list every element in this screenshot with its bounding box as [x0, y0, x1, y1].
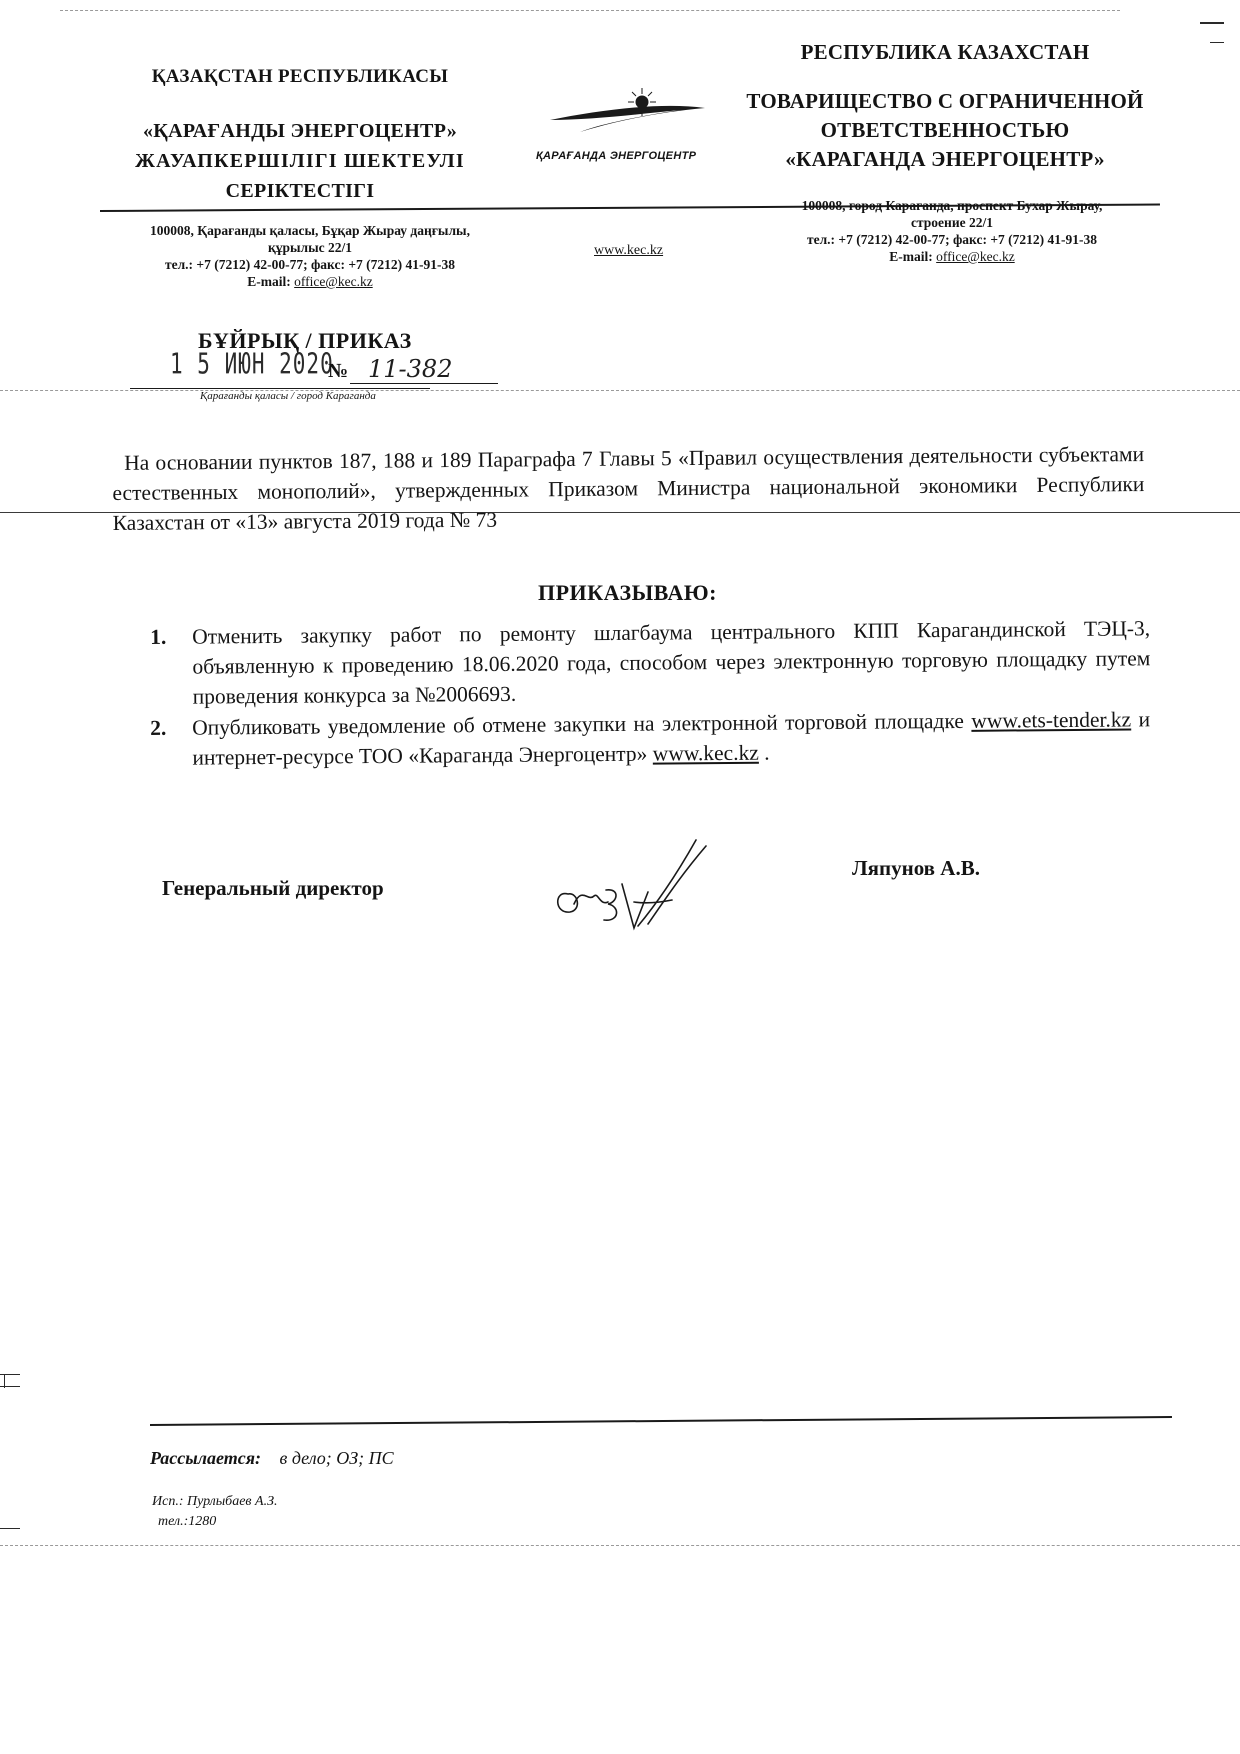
scan-edge-mark: [0, 1528, 20, 1529]
order-item-1-text: Отменить закупку работ по ремонту шлагбаума центрального КПП Карагандинской ТЭЦ-3, объявленную к проведению 18.06.2020 года, способом через электронную торговую площадку путем проведения конкурса за №2006693.: [192, 616, 1151, 709]
scan-artifact-line: [0, 390, 1240, 391]
footer-distribution: [150, 1448, 394, 1469]
logo-text: ҚАРАҒАНДА ЭНЕРГОЦЕНТР: [536, 150, 697, 162]
header-left-email-row: [110, 273, 510, 290]
header-right-org-line2: ОТВЕТСТВЕННОСТЬЮ: [820, 118, 1070, 142]
handwritten-signature: [548, 832, 718, 932]
scan-edge-mark: [0, 1374, 20, 1375]
header-left-org-line2: ЖАУАПКЕРШІЛІГІ ШЕКТЕУЛІ: [135, 150, 465, 172]
header-right-country: РЕСПУБЛИКА КАЗАХСТАН: [800, 40, 1090, 64]
scan-artifact-line: [0, 1545, 1240, 1546]
header-left-address-line1: 100008, Қарағанды қаласы, Бұқар Жырау даңғылы,: [150, 223, 470, 238]
header-left-org-line3: СЕРІКТЕСТІГІ: [225, 180, 375, 202]
ets-tender-link[interactable]: www.ets-tender.kz: [971, 707, 1132, 733]
kec-website-link[interactable]: www.kec.kz: [652, 740, 759, 766]
header-left-address: [110, 222, 510, 290]
order-item-2: [150, 704, 1150, 773]
order-item-2-text-middle: и интернет-ресурсе ТОО «Караганда Энергоцентр»: [192, 707, 1151, 770]
header-left-org-line1: «ҚАРАҒАНДЫ ЭНЕРГОЦЕНТР»: [142, 120, 458, 142]
footer-divider: [150, 1416, 1172, 1426]
signature-position: Генеральный директор: [162, 876, 384, 900]
order-number-underline: [350, 383, 498, 384]
header-right-address-line2: строение 22/1: [911, 215, 993, 230]
order-number-handwritten: 11-382: [368, 355, 453, 383]
header-left-address-line2: құрылыс 22/1: [267, 240, 353, 255]
header-right: [735, 38, 1155, 174]
header-left-email-link[interactable]: office@kec.kz: [294, 274, 373, 289]
header-right-org-line3: «КАРАГАНДА ЭНЕРГОЦЕНТР»: [785, 147, 1105, 171]
header-right-address-line1: 100008, город Караганда, проспект Бухар Жырау,: [801, 198, 1103, 213]
company-logo: [536, 80, 720, 170]
scan-edge-mark: [1200, 22, 1224, 24]
order-date-stamp: 1 5 ИЮН 2020: [170, 348, 334, 381]
header-right-email-label: E-mail:: [889, 249, 933, 264]
order-item-2-text-start: Опубликовать уведомление об отмене закупки на электронной торговой площадке: [192, 708, 965, 740]
header-right-address-line3: тел.: +7 (7212) 42-00-77; факс: +7 (7212) 41-91-38: [806, 232, 1098, 247]
scan-edge-mark: [4, 1374, 5, 1388]
order-preamble: На основании пунктов 187, 188 и 189 Параграфа 7 Главы 5 «Правил осуществления деятельности субъектами естественных монополий», утвержденных Приказом Министра национальной экономики Республики Казахстан от «13» августа 2019 года № 73: [112, 441, 1145, 535]
order-number-label: №: [328, 360, 349, 382]
header-right-email-row: [752, 248, 1152, 265]
header-right-org-line1: ТОВАРИЩЕСТВО С ОГРАНИЧЕННОЙ: [746, 89, 1144, 113]
scan-edge-mark: [0, 1386, 20, 1387]
order-place: Қарағанды қаласы / город Караганда: [200, 390, 376, 402]
order-item-2-text: [192, 704, 1150, 772]
footer-executor: Исп.: Пурлыбаев А.З.: [152, 1494, 278, 1509]
order-item-2-number: 2.: [150, 715, 167, 740]
header-right-email-link[interactable]: office@kec.kz: [936, 249, 1015, 264]
header-right-address: [752, 197, 1152, 265]
scan-artifact-line: [60, 10, 1120, 11]
header-left-email-label: E-mail:: [247, 274, 291, 289]
order-item-1-number: 1.: [150, 624, 167, 649]
order-command: ПРИКАЗЫВАЮ:: [538, 580, 717, 605]
order-item-2-text-end: .: [764, 740, 770, 765]
header-website-link[interactable]: www.kec.kz: [594, 243, 664, 258]
signature-scribble-icon: [548, 832, 718, 932]
order-title: БҰЙРЫҚ / ПРИКАЗ: [198, 328, 412, 353]
footer-distribution-label: Рассылается:: [150, 1448, 262, 1468]
order-item-1: [150, 613, 1151, 712]
footer-distribution-value: в дело; ОЗ; ПС: [279, 1448, 394, 1468]
signature-name: Ляпунов А.В.: [852, 856, 980, 880]
header-left: [100, 62, 500, 206]
order-date-underline: [130, 388, 430, 389]
scan-edge-mark: [1210, 42, 1224, 43]
header-left-address-line3: тел.: +7 (7212) 42-00-77; факс: +7 (7212) 41-91-38: [164, 257, 456, 272]
footer-phone: тел.:1280: [158, 1514, 217, 1529]
header-left-country: ҚАЗАҚСТАН РЕСПУБЛИКАСЫ: [151, 66, 449, 87]
